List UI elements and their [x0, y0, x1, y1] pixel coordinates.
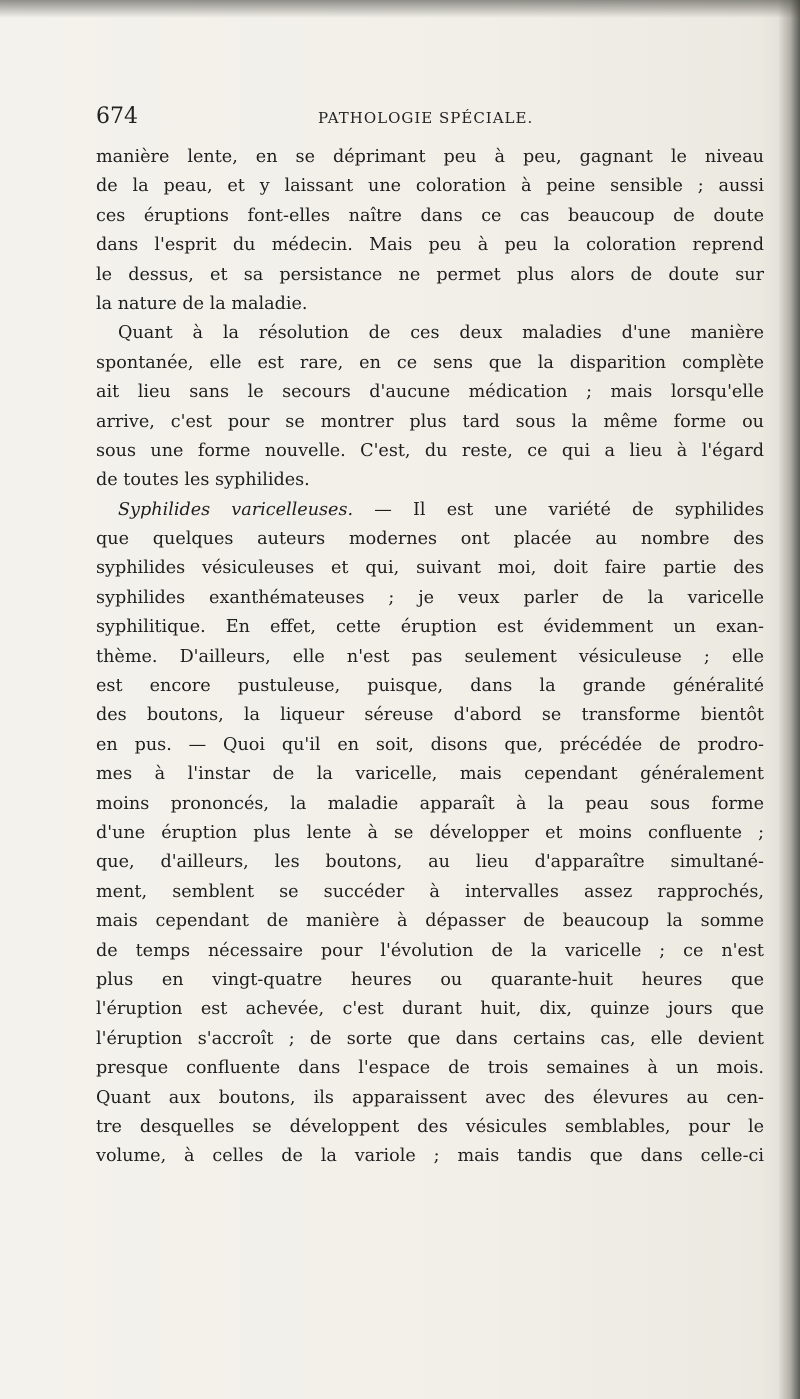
page-spine-shadow — [778, 0, 800, 1399]
text-line: mais cependant de manière à dépasser de beaucoup la somme — [96, 911, 764, 932]
text-line: la nature de la maladie. — [96, 293, 308, 314]
text-line: ait lieu sans le secours d'aucune médication ; mais lorsqu'elle — [96, 382, 764, 403]
text-line: est encore pustuleuse, puisque, dans la grande généralité — [96, 676, 764, 697]
text-line: tre desquelles se développent des vésicules semblables, pour le — [96, 1116, 764, 1137]
text-line: arrive, c'est pour se montrer plus tard sous la même forme ou — [96, 411, 764, 432]
text-line: de toutes les syphilides. — [96, 470, 310, 491]
text-line: syphilides vésiculeuses et qui, suivant moi, doit faire partie des — [96, 558, 764, 579]
text-line: presque confluente dans l'espace de trois semaines à un mois. — [96, 1058, 764, 1079]
text-line: en pus. — Quoi qu'il en soit, disons que, précédée de prodro- — [96, 734, 764, 755]
text-line: dans l'esprit du médecin. Mais peu à peu la coloration reprend — [96, 235, 764, 256]
text-line: ces éruptions font-elles naître dans ce cas beaucoup de doute — [96, 205, 764, 226]
body-text — [96, 143, 764, 1172]
section-heading: Syphilides varicelleuses. — [118, 499, 354, 520]
text-line: l'éruption est achevée, c'est durant huit, dix, quinze jours que — [96, 999, 764, 1020]
text-line: que quelques auteurs modernes ont placée au nombre des — [96, 529, 764, 550]
paragraph-start: Quant à la résolution de ces deux maladies d'une manière — [118, 323, 764, 344]
page-header — [96, 104, 736, 134]
text-line: que, d'ailleurs, les boutons, au lieu d'apparaître simultané- — [96, 852, 764, 873]
section-heading-continuation: — Il est une variété de syphilides — [374, 499, 764, 520]
text-line: d'une éruption plus lente à se développer et moins confluente ; — [96, 822, 764, 843]
text-line: Quant aux boutons, ils apparaissent avec des élevures au cen- — [96, 1087, 764, 1108]
text-line: de temps nécessaire pour l'évolution de la varicelle ; ce n'est — [96, 940, 764, 961]
text-line: l'éruption s'accroît ; de sorte que dans certains cas, elle devient — [96, 1028, 764, 1049]
text-line: moins prononcés, la maladie apparaît à la peau sous forme — [96, 793, 764, 814]
running-head: PATHOLOGIE SPÉCIALE. — [318, 109, 534, 127]
text-line: thème. D'ailleurs, elle n'est pas seulement vésiculeuse ; elle — [96, 646, 764, 667]
text-line: ment, semblent se succéder à intervalles assez rapprochés, — [96, 881, 764, 902]
page-number: 674 — [96, 104, 138, 129]
text-line: spontanée, elle est rare, en ce sens que la disparition complète — [96, 352, 764, 373]
text-line: sous une forme nouvelle. C'est, du reste, ce qui a lieu à l'égard — [96, 440, 764, 461]
section-heading-line — [96, 496, 764, 525]
text-line: syphilides exanthémateuses ; je veux parler de la varicelle — [96, 587, 764, 608]
text-line: plus en vingt-quatre heures ou quarante-huit heures que — [96, 969, 764, 990]
text-line: de la peau, et y laissant une coloration à peine sensible ; aussi — [96, 176, 764, 197]
text-line: volume, à celles de la variole ; mais tandis que dans celle-ci — [96, 1146, 764, 1167]
text-line: syphilitique. En effet, cette éruption est évidemment un exan- — [96, 617, 764, 638]
text-line: le dessus, et sa persistance ne permet plus alors de doute sur — [96, 264, 764, 285]
text-line: manière lente, en se déprimant peu à peu, gagnant le niveau — [96, 147, 764, 167]
text-line: mes à l'instar de la varicelle, mais cependant généralement — [96, 764, 764, 785]
text-line: des boutons, la liqueur séreuse d'abord se transforme bientôt — [96, 705, 764, 726]
page-top-shadow — [0, 0, 800, 18]
